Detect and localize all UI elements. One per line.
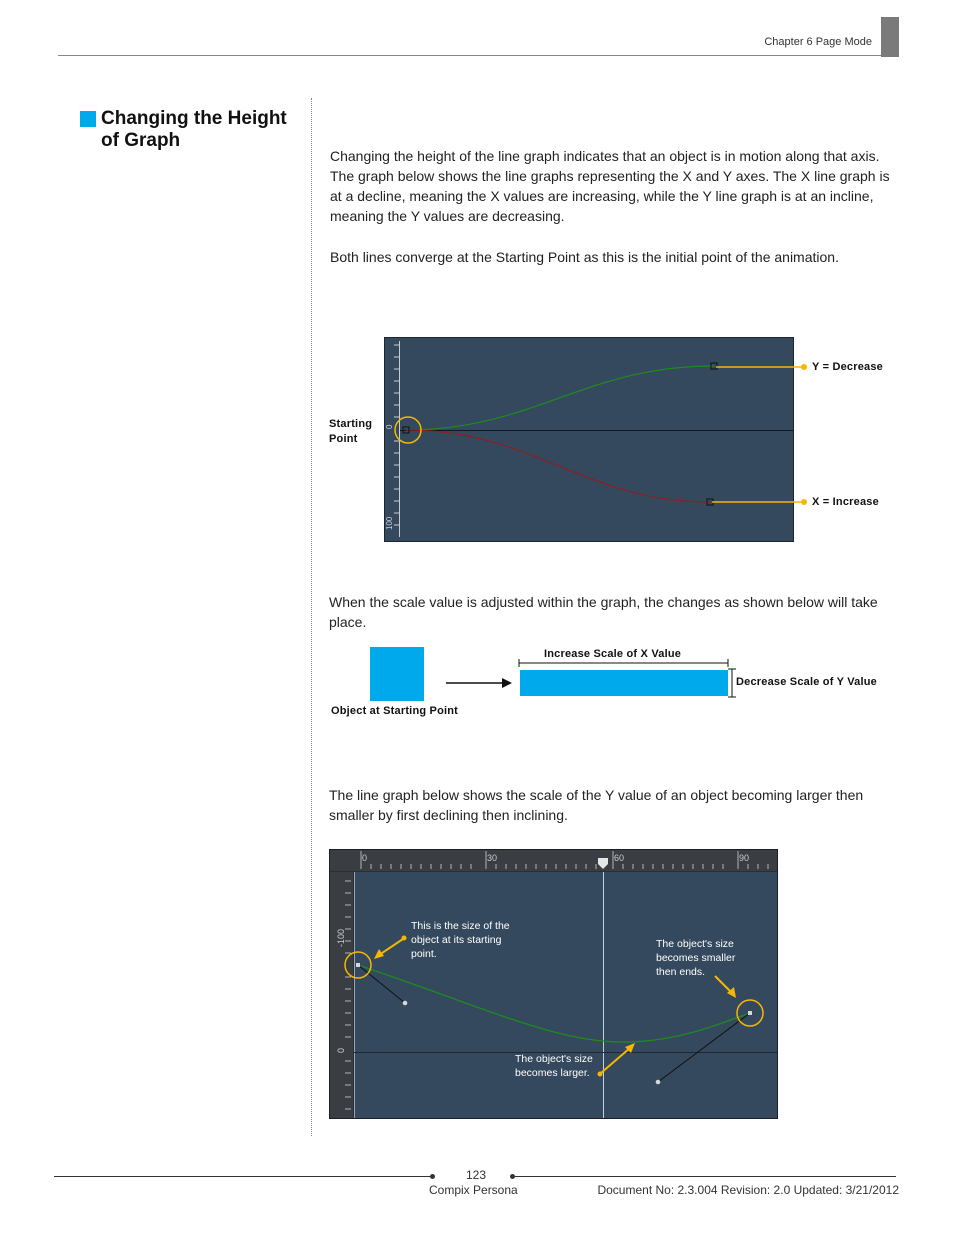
value-tick-0: 0 bbox=[336, 1047, 346, 1053]
header-rule bbox=[58, 55, 884, 56]
timeline-ruler bbox=[330, 850, 777, 871]
chapter-title: Chapter 6 Page Mode bbox=[764, 36, 872, 48]
ruler-tick-0: 0 bbox=[362, 853, 368, 863]
section-square-icon bbox=[80, 111, 96, 127]
ruler-tick-30: 30 bbox=[487, 853, 498, 863]
arrow-right-icon bbox=[446, 676, 512, 690]
footer-dot-left bbox=[430, 1174, 435, 1179]
paragraph-y-scale: The line graph below shows the scale of the Y value of an object becoming larger then smaller by first declining then inclining. bbox=[329, 787, 864, 823]
tick-label-0: 0 bbox=[385, 424, 394, 429]
tick-label-100: 100 bbox=[385, 516, 394, 530]
xy-callouts bbox=[712, 358, 812, 513]
footer-rule-right bbox=[514, 1176, 896, 1177]
x-callout-dot bbox=[801, 499, 807, 505]
column-divider bbox=[311, 98, 312, 1136]
start-callout-dot bbox=[402, 936, 407, 941]
section-title: Changing the Height of Graph bbox=[101, 108, 287, 151]
footer-rule-left bbox=[54, 1176, 432, 1177]
start-handle-knob[interactable] bbox=[403, 1001, 408, 1006]
x-increase-label: X = Increase bbox=[812, 496, 879, 508]
object-square bbox=[370, 647, 424, 701]
object-starting-point-label: Object at Starting Point bbox=[331, 705, 459, 717]
starting-point-label-line1: Starting bbox=[329, 418, 373, 430]
y-decrease-label: Y = Decrease bbox=[812, 361, 884, 373]
graph-plot-area bbox=[354, 872, 777, 1118]
starting-point-label bbox=[329, 417, 372, 447]
ruler-tick-60: 60 bbox=[614, 853, 625, 863]
header-tab bbox=[881, 17, 899, 57]
value-tick-minus-100: -100 bbox=[336, 928, 346, 947]
ruler-tick-90: 90 bbox=[739, 853, 750, 863]
value-ruler bbox=[330, 872, 353, 1118]
paragraph-intro: Changing the height of the line graph indicates that an object is in motion along that axis. The graph below shows the line graphs representing the X and Y axes. The X line graph is at a decline, meaning the X values are increasing, while the Y line graph is at an incline, meaning the Y values are decreasing. bbox=[330, 148, 890, 224]
increase-x-dimension-line bbox=[518, 657, 730, 669]
product-name: Compix Persona bbox=[429, 1183, 518, 1197]
note-size-smaller: The object's size becomes smaller then ends. bbox=[656, 938, 736, 978]
note-starting-size: This is the size of the object at its starting point. bbox=[411, 920, 510, 960]
paragraph-converge: Both lines converge at the Starting Point as this is the initial point of the animation. bbox=[330, 249, 839, 265]
end-handle-knob[interactable] bbox=[656, 1080, 661, 1085]
document-info: Document No: 2.3.004 Revision: 2.0 Updated: 3/21/2012 bbox=[597, 1183, 899, 1197]
scaled-object-bar bbox=[520, 670, 728, 696]
decrease-y-label: Decrease Scale of Y Value bbox=[736, 676, 877, 688]
paragraph-scale: When the scale value is adjusted within the graph, the changes as shown below will take place. bbox=[329, 594, 878, 630]
starting-point-label-line2: Point bbox=[329, 433, 358, 445]
end-keyframe[interactable] bbox=[748, 1011, 752, 1015]
y-callout-dot bbox=[801, 364, 807, 370]
note-size-larger: The object's size becomes larger. bbox=[515, 1053, 593, 1079]
start-keyframe[interactable] bbox=[356, 963, 360, 967]
page-number: 123 bbox=[466, 1168, 487, 1182]
increase-x-label: Increase Scale of X Value bbox=[544, 648, 682, 660]
